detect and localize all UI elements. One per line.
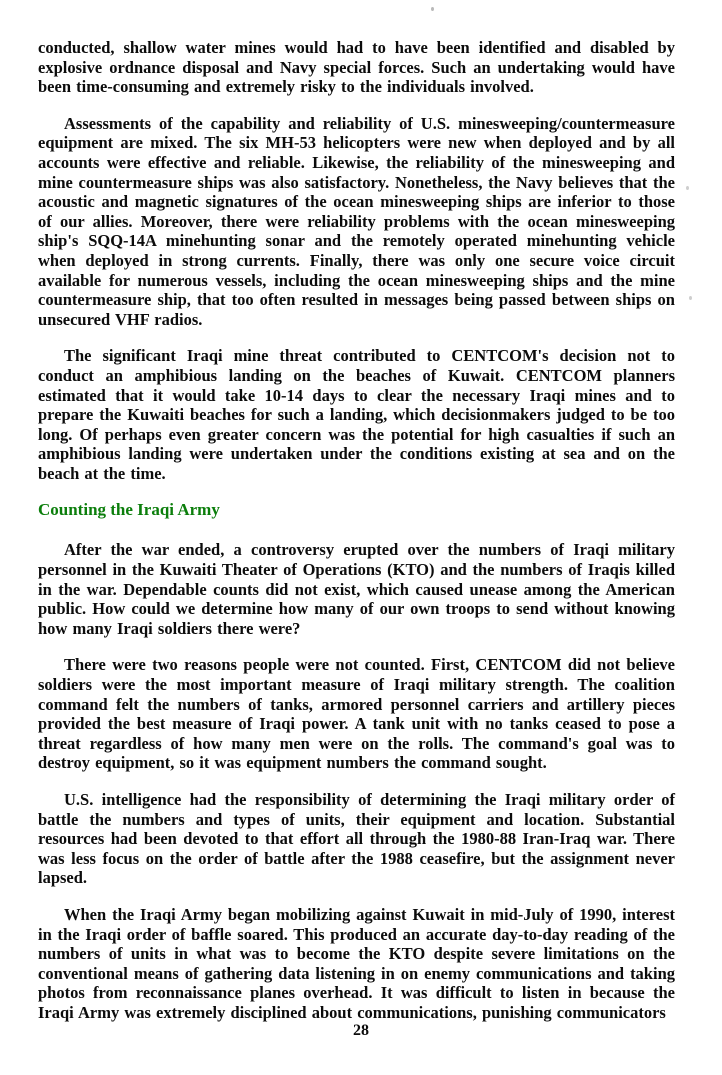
scan-artifact-speck xyxy=(431,7,434,11)
paragraph-continuation-minesweeping: conducted, shallow water mines would had to have been identified and disabled by explosive ordnance disposal and Navy special forces. Such an undertaking would have been time-consuming and extremely risky to the individuals involved. xyxy=(38,38,675,97)
paragraph-iraqi-army-mobilizing: When the Iraqi Army began mobilizing against Kuwait in mid-July of 1990, interest in the Iraqi order of baffle soared. This produced an accurate day-to-day reading of the numbers of units in what was to become the KTO despite severe limitations on the conventional means of gathering data listening in on enemy communications and taking photos from reconnaissance planes overhead. It was difficult to listen in because the Iraqi Army was extremely disciplined about communications, punishing communicators xyxy=(38,904,675,1022)
paragraph-after-war-controversy: After the war ended, a controversy erupted over the numbers of Iraqi military personnel in the Kuwaiti Theater of Operations (KTO) and the numbers of Iraqis killed in the war. Dependable counts did not exist, which caused unease among the American public. How could we determine how many of our own troops to send without knowing how many Iraqi soldiers there were? xyxy=(38,540,675,638)
paragraph-us-intelligence-order-of-battle: U.S. intelligence had the responsibility of determining the Iraqi military order of battle the numbers and types of units, their equipment and location. Substantial resources had been devoted to that effort all through the 1980-88 Iran-Iraq war. There was less focus on the order of battle after the 1988 ceasefire, but the assignment never lapsed. xyxy=(38,790,675,888)
paragraph-assessments-capability: Assessments of the capability and reliability of U.S. minesweeping/countermeasure equipment are mixed. The six MH-53 helicopters were new when deployed and by all accounts were effective and reliable. Likewise, the reliability of the minesweeping and mine countermeasure ships was also satisfactory. Nonetheless, the Navy believes that the acoustic and magnetic signatures of the ocean minesweeping ships are inferior to those of our allies. Moreover, there were reliability problems with the ocean minesweeping ship's SQQ-14A minehunting sonar and the remotely operated minehunting vehicle when deployed in strong currents. Finally, there was only one secure voice circuit available for numerous vessels, including the ocean minesweeping ships and the mine countermeasure ship, that too often resulted in messages being passed between ships on unsecured VHF radios. xyxy=(38,113,675,329)
paragraph-two-reasons-not-counted: There were two reasons people were not counted. First, CENTCOM did not believe soldiers were the most important measure of Iraqi military strength. The coalition command felt the numbers of tanks, armored personnel carriers and artillery pieces provided the best measure of Iraqi power. A tank unit with no tanks ceased to pose a threat regardless of how many men were on the rolls. The command's goal was to destroy equipment, so it was equipment numbers the command sought. xyxy=(38,655,675,773)
section-heading-counting-iraqi-army: Counting the Iraqi Army xyxy=(38,500,220,520)
page-number: 28 xyxy=(353,1022,369,1039)
paragraph-iraqi-mine-threat: The significant Iraqi mine threat contributed to CENTCOM's decision not to conduct an amphibious landing on the beaches of Kuwait. CENTCOM planners estimated that it would take 10-14 days to clear the necessary Iraqi mines and to prepare the Kuwaiti beaches for such a landing, which decisionmakers judged to be too long. Of perhaps even greater concern was the potential for high casualties if such an amphibious landing were undertaken under the conditions existing at sea and on the beach at the time. xyxy=(38,346,675,483)
scan-artifact-speck xyxy=(686,186,689,190)
scan-artifact-speck xyxy=(689,296,692,300)
